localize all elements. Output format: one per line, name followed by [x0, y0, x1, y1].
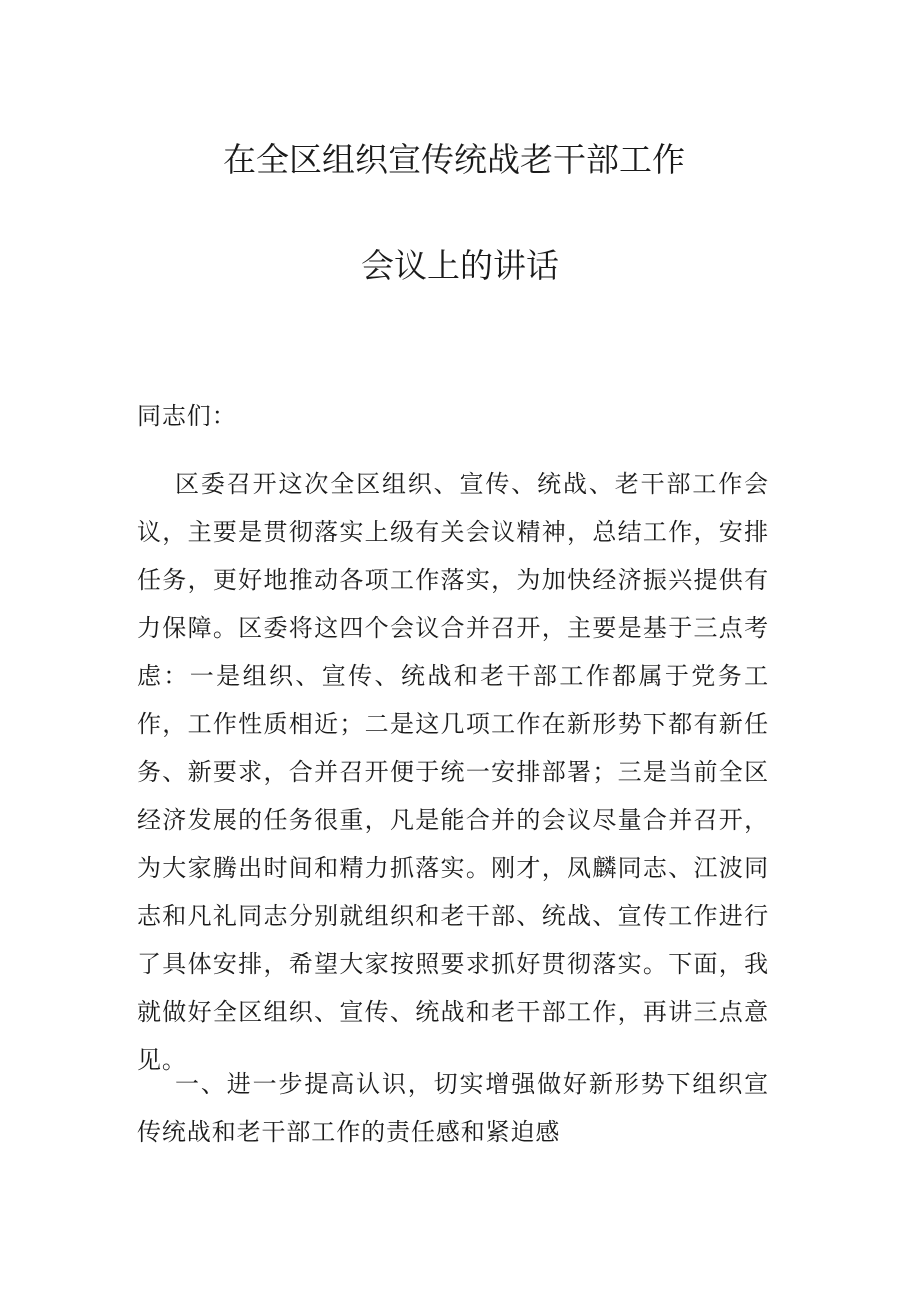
salutation: 同志们： [137, 402, 237, 430]
document-title-line-2: 会议上的讲话 [361, 246, 559, 285]
body-paragraph: 区委召开这次全区组织、宣传、统战、老干部工作会议，主要是贯彻落实上级有关会议精神，总结工作，安排任务，更好地推动各项工作落实，为加快经济振兴提供有力保障。区委将这四个会议合并召开，主要是基于三点考虑：一是组织、宣传、统战和老干部工作都属于党务工作，工作性质相近；二是这几项工作在新形势下都有新任务、新要求，合并召开便于统一安排部署；三是当前全区经济发展的任务很重，凡是能合并的会议尽量合并召开，为大家腾出时间和精力抓落实。刚才，凤麟同志、江波同志和凡礼同志分别就组织和老干部、统战、宣传工作进行了具体安排，希望大家按照要求抓好贯彻落实。下面，我就做好全区组织、宣传、统战和老干部工作，再讲三点意见。 [137, 470, 769, 1074]
section-heading: 一、进一步提高认识，切实增强做好新形势下组织宣传统战和老干部工作的责任感和紧迫感 [137, 1070, 769, 1146]
document-title-line-1: 在全区组织宣传统战老干部工作 [223, 140, 685, 179]
